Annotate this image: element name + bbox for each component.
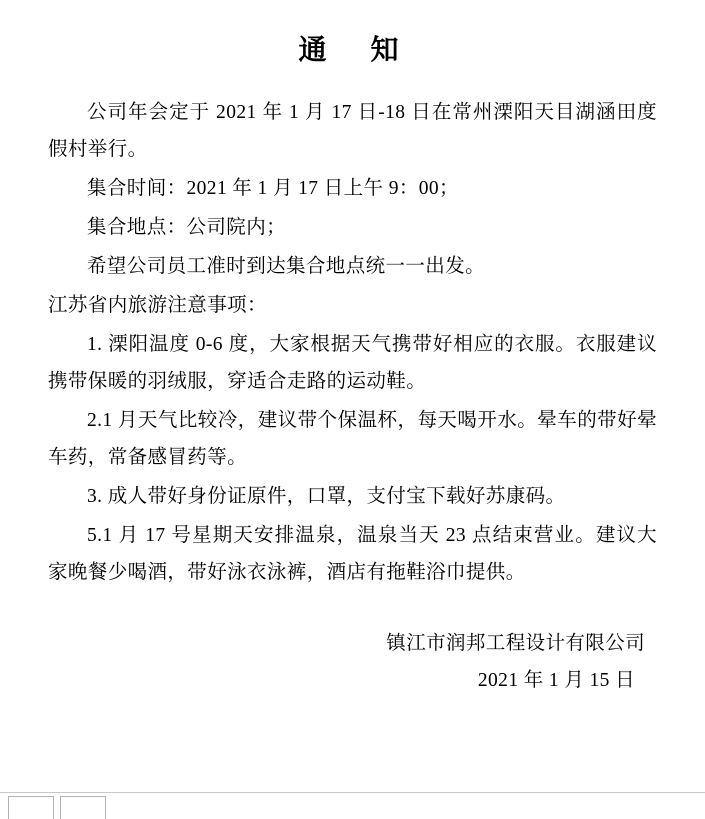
page-bottom-strip (0, 792, 705, 819)
paragraph-note-3: 3. 成人带好身份证原件，口罩，支付宝下载好苏康码。 (87, 486, 566, 507)
bottom-box-left (8, 796, 54, 819)
paragraph-note-2: 2.1 月天气比较冷，建议带个保温杯，每天喝开水。晕车的带好晕车药，常备感冒药等。 (48, 410, 657, 468)
paragraph-on-time-notice: 希望公司员工准时到达集合地点统一一出发。 (87, 256, 486, 277)
signature-block (48, 625, 657, 699)
paragraph-travel-notes-heading: 江苏省内旅游注意事项： (48, 295, 267, 316)
page-title: 通 知 (298, 35, 407, 66)
document-page (0, 28, 705, 819)
signature-organization: 镇江市润邦工程设计有限公司 (386, 633, 645, 654)
paragraph-annual-meeting: 公司年会定于 2021 年 1 月 17 日-18 日在常州溧阳天目湖涵田度假村举行。 (48, 102, 657, 160)
paragraph-assembly-place: 集合地点：公司院内； (87, 217, 287, 238)
bottom-box-right (60, 796, 106, 819)
signature-date: 2021 年 1 月 15 日 (477, 670, 635, 691)
paragraph-assembly-time: 集合时间：2021 年 1 月 17 日上午 9：00； (87, 178, 459, 199)
paragraph-note-5: 5.1 月 17 号星期天安排温泉，温泉当天 23 点结束营业。建议大家晚餐少喝酒，带好泳衣泳裤，酒店有拖鞋浴巾提供。 (48, 525, 657, 583)
paragraph-note-1: 1. 溧阳温度 0-6 度，大家根据天气携带好相应的衣服。衣服建议携带保暖的羽绒服，穿适合走路的运动鞋。 (48, 334, 657, 392)
